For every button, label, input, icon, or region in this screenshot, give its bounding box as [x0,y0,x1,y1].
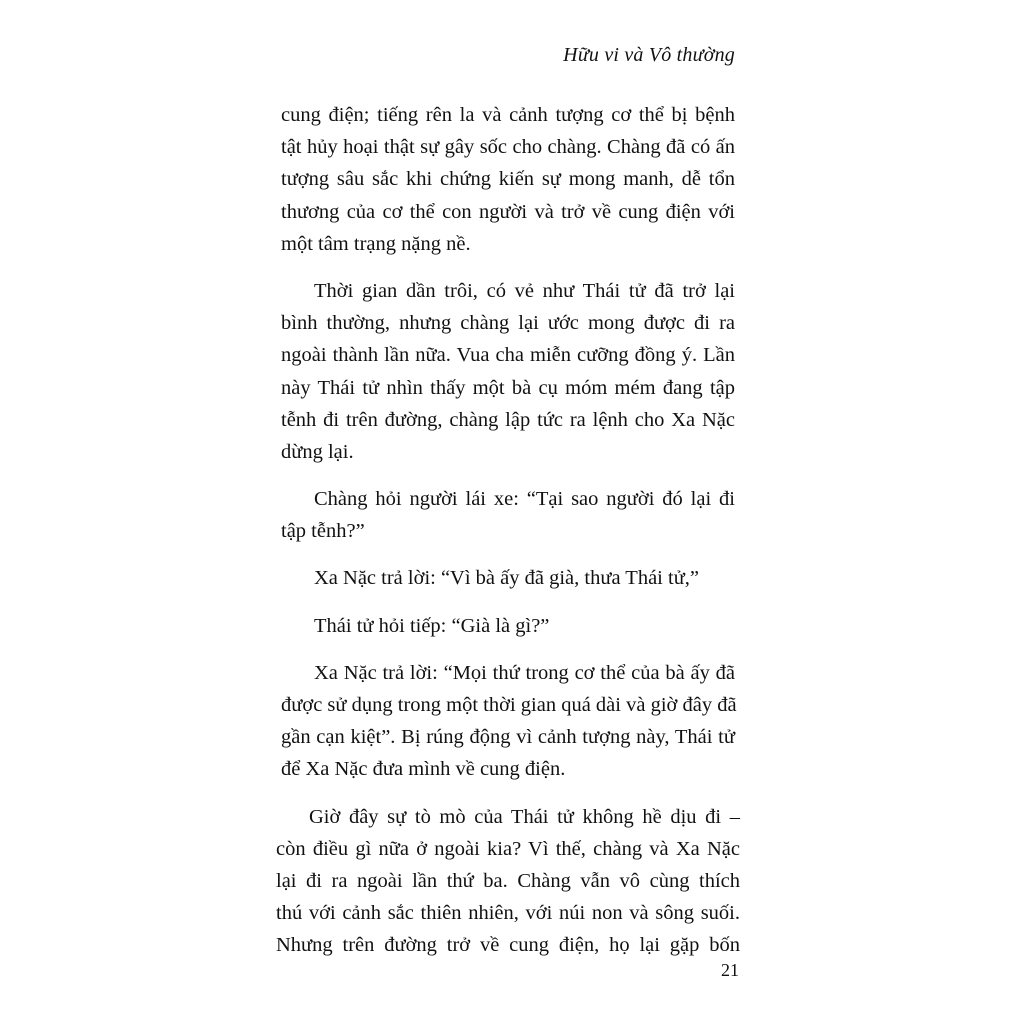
text-line: Xa Nặc trả lời: “Vì bà ấy đã già, thưa Thái tử,” [314,567,700,590]
text-line: tật hủy hoại thật sự gây sốc cho chàng. Chàng đã có ấn [281,136,735,159]
text-line: tượng sâu sắc khi chứng kiến sự mong manh, dễ tổn [281,168,735,191]
running-header: Hữu vi và Vô thường [563,44,735,66]
text-line: Thời gian dần trôi, có vẻ như Thái tử đã trở lại [314,279,735,302]
text-line: còn điều gì nữa ở ngoài kia? Vì thế, chàng và Xa Nặc [276,837,740,860]
paragraph-4 [281,562,735,594]
text-line: Giờ đây sự tò mò của Thái tử không hề dịu đi – [309,805,740,828]
text-line: tập tễnh?” [281,520,365,543]
text-line: Xa Nặc trả lời: “Mọi thứ trong cơ thể của bà ấy đã [314,661,735,684]
paragraph-6 [281,657,735,786]
text-line: Chàng hỏi người lái xe: “Tại sao người đó lại đi [314,488,735,511]
text-line: thương của cơ thể con người và trở về cung điện với [281,200,735,223]
paragraph-5 [281,610,735,642]
page-number: 21 [721,960,739,980]
text-line: một tâm trạng nặng nề. [281,232,471,255]
text-line: tễnh đi trên đường, chàng lập tức ra lệnh cho Xa Nặc [281,408,735,431]
page-body [276,99,740,977]
text-line: được sử dụng trong một thời gian quá dài và giờ đây đã [281,694,737,716]
text-line: gần cạn kiệt”. Bị rúng động vì cảnh tượng này, Thái tử [281,726,735,749]
text-line: thú với cảnh sắc thiên nhiên, với núi non và sông suối. [276,902,740,925]
text-line: để Xa Nặc đưa mình về cung điện. [281,758,566,781]
text-line: dừng lại. [281,440,354,463]
text-line: bình thường, nhưng chàng lại ước mong được đi ra [281,312,735,335]
paragraph-1 [281,99,735,260]
text-line: ngoài thành lần nữa. Vua cha miễn cưỡng đồng ý. Lần [281,344,735,367]
text-line: Thái tử hỏi tiếp: “Già là gì?” [314,614,550,637]
paragraph-7 [276,801,740,962]
paragraph-2 [281,275,735,468]
text-line: cung điện; tiếng rên la và cảnh tượng cơ thể bị bệnh [281,104,735,126]
paragraph-3 [281,483,735,547]
text-line: này Thái tử nhìn thấy một bà cụ móm mém đang tập [281,376,735,399]
text-line: lại đi ra ngoài lần thứ ba. Chàng vẫn vô cùng thích [276,869,740,892]
text-line: Nhưng trên đường trở về cung điện, họ lại gặp bốn [276,934,740,957]
